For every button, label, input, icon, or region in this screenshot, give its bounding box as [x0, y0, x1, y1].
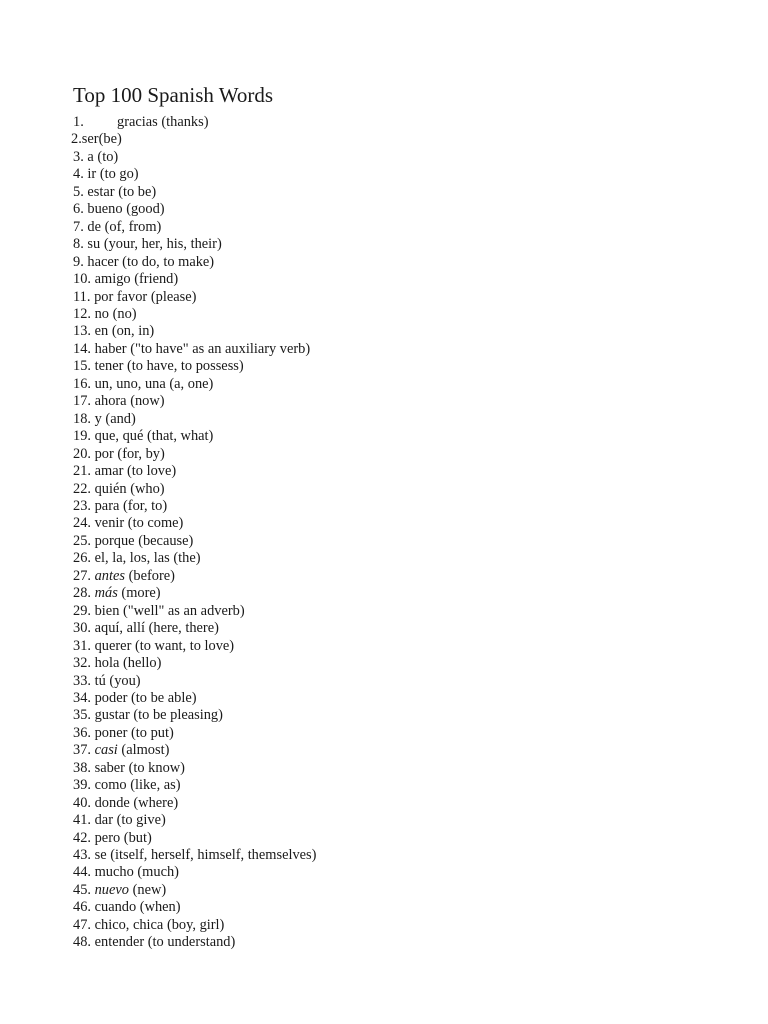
english-gloss: (to be) [118, 183, 157, 200]
spanish-word: a [87, 148, 94, 165]
english-gloss: (where) [133, 794, 179, 811]
spanish-word: poner [94, 724, 128, 741]
item-number: 17. [73, 393, 91, 410]
list-item [73, 271, 713, 288]
item-number: 25. [73, 532, 91, 549]
spanish-word: haber [94, 340, 127, 357]
list-item [73, 219, 713, 236]
english-gloss: (thanks) [161, 114, 209, 130]
spanish-word: gracias [117, 114, 158, 130]
spanish-word: en [94, 323, 109, 340]
spanish-word: más [94, 585, 118, 602]
english-gloss: (here, there) [148, 620, 219, 637]
item-number: 12. [73, 305, 91, 322]
item-number: 47. [73, 916, 91, 933]
spanish-word: para [94, 497, 120, 514]
english-gloss: (you) [109, 672, 141, 689]
item-number: 7. [73, 218, 84, 235]
spanish-word: porque [94, 532, 135, 549]
item-number: 48. [73, 934, 91, 951]
list-item [73, 446, 713, 463]
spanish-word: por [94, 445, 114, 462]
list-item [73, 184, 713, 201]
spanish-word: estar [87, 183, 115, 200]
list-item [73, 777, 713, 794]
item-number: 14. [73, 340, 91, 357]
document-page [73, 82, 713, 952]
list-item [73, 201, 713, 218]
spanish-word: chico, chica [94, 916, 164, 933]
item-number: 11. [73, 288, 91, 305]
english-gloss: (to know) [128, 759, 185, 776]
english-gloss: (for, to) [122, 497, 168, 514]
spanish-word: hacer [87, 253, 119, 270]
spanish-word: poder [94, 689, 128, 706]
item-number: 44. [73, 864, 91, 881]
list-item [73, 638, 713, 655]
list-item [73, 481, 713, 498]
list-item [73, 533, 713, 550]
spanish-word: de [87, 218, 101, 235]
item-number: 43. [73, 847, 91, 864]
item-number: 27. [73, 567, 91, 584]
list-item [73, 812, 713, 829]
item-number: 20. [73, 445, 91, 462]
list-item [73, 306, 713, 323]
item-number: 37. [73, 742, 91, 759]
item-number: 22. [73, 480, 91, 497]
spanish-word: amigo [94, 271, 131, 288]
english-gloss: (no) [112, 305, 137, 322]
spanish-word: entender [94, 934, 145, 951]
list-item [73, 236, 713, 253]
list-item [71, 131, 713, 148]
item-number: 3. [73, 148, 84, 165]
list-item [73, 899, 713, 916]
list-item [73, 428, 713, 445]
list-item [73, 917, 713, 934]
spanish-word: se [94, 847, 107, 864]
list-item [73, 323, 713, 340]
spanish-word: amar [94, 463, 124, 480]
list-item [73, 603, 713, 620]
spanish-word: gustar [94, 707, 130, 724]
list-item [73, 830, 713, 847]
spanish-word: bien [94, 602, 120, 619]
list-item [73, 882, 713, 899]
item-number: 40. [73, 794, 91, 811]
list-item [73, 463, 713, 480]
english-gloss: (to come) [127, 515, 184, 532]
item-number: 39. [73, 777, 91, 794]
item-number: 29. [73, 602, 91, 619]
word-list [73, 114, 713, 952]
english-gloss: (who) [130, 480, 165, 497]
english-gloss: (more) [121, 585, 161, 602]
english-gloss: (to go) [99, 166, 139, 183]
list-item [73, 934, 713, 951]
list-item [73, 289, 713, 306]
spanish-word: hola [94, 655, 120, 672]
english-gloss: (for, by) [117, 445, 165, 462]
english-gloss: (to) [97, 148, 119, 165]
spanish-word: que, qué [94, 428, 144, 445]
item-number: 36. [73, 724, 91, 741]
spanish-word: dar [94, 812, 113, 829]
spanish-word: querer [94, 637, 132, 654]
list-item [73, 847, 713, 864]
item-number: 4. [73, 166, 84, 183]
list-item [73, 585, 713, 602]
item-number: 35. [73, 707, 91, 724]
english-gloss: (to love) [126, 463, 177, 480]
spanish-word: como [94, 777, 127, 794]
english-gloss: (a, one) [169, 375, 214, 392]
english-gloss: (to be able) [130, 689, 197, 706]
item-number: 18. [73, 410, 91, 427]
spanish-word: venir [94, 515, 125, 532]
list-item [73, 498, 713, 515]
english-gloss: (to do, to make) [122, 253, 215, 270]
list-item [73, 149, 713, 166]
list-item [73, 690, 713, 707]
list-item [73, 568, 713, 585]
english-gloss: (and) [105, 410, 136, 427]
english-gloss: (to put) [130, 724, 174, 741]
list-item [73, 166, 713, 183]
english-gloss: (hello) [123, 655, 162, 672]
spanish-word: nuevo [94, 881, 129, 898]
english-gloss: (itself, herself, himself, themselves) [110, 847, 317, 864]
list-item [73, 254, 713, 271]
item-number: 13. [73, 323, 91, 340]
list-item [73, 114, 713, 131]
english-gloss: (to give) [116, 812, 166, 829]
item-number: 26. [73, 550, 91, 567]
item-number: 34. [73, 689, 91, 706]
spanish-word: mucho [94, 864, 134, 881]
list-item [73, 620, 713, 637]
item-number: 21. [73, 463, 91, 480]
spanish-word: saber [94, 759, 125, 776]
list-item [73, 393, 713, 410]
item-number: 15. [73, 358, 91, 375]
list-item [73, 358, 713, 375]
spanish-word: por favor [94, 288, 148, 305]
english-gloss: (almost) [121, 742, 170, 759]
spanish-word: ahora [94, 393, 127, 410]
spanish-word: no [94, 305, 109, 322]
list-item [73, 673, 713, 690]
english-gloss: ("to have" as an auxiliary verb) [130, 340, 311, 357]
item-number: 1. [73, 114, 84, 130]
list-item [73, 655, 713, 672]
list-item [73, 515, 713, 532]
list-item [73, 725, 713, 742]
english-gloss: (your, her, his, their) [103, 236, 222, 253]
document-title: Top 100 Spanish Words [73, 83, 274, 107]
english-gloss: (good) [126, 201, 165, 218]
list-item [73, 742, 713, 759]
spanish-word: cuando [94, 899, 137, 916]
english-gloss: (friend) [134, 271, 179, 288]
spanish-word: bueno [87, 201, 123, 218]
item-number: 8. [73, 236, 84, 253]
english-gloss: (of, from) [104, 218, 162, 235]
item-number: 16. [73, 375, 91, 392]
english-gloss: (that, what) [146, 428, 214, 445]
spanish-word: pero [94, 829, 121, 846]
item-number: 28. [73, 585, 91, 602]
list-item [73, 864, 713, 881]
spanish-word: antes [94, 567, 125, 584]
item-number: 32. [73, 655, 91, 672]
item-number: 30. [73, 620, 91, 637]
item-number: 10. [73, 271, 91, 288]
item-number: 19. [73, 428, 91, 445]
item-number: 31. [73, 637, 91, 654]
list-item [73, 760, 713, 777]
spanish-word: ser [81, 131, 99, 148]
spanish-word: tener [94, 358, 124, 375]
english-gloss: (to want, to love) [134, 637, 235, 654]
spanish-word: casi [94, 742, 118, 759]
spanish-word: ir [87, 166, 97, 183]
item-number: 9. [73, 253, 84, 270]
spanish-word: el, la, los, las [94, 550, 170, 567]
item-number: 24. [73, 515, 91, 532]
item-number: 46. [73, 899, 91, 916]
item-number: 38. [73, 759, 91, 776]
list-item [73, 341, 713, 358]
english-gloss: (to understand) [147, 934, 236, 951]
list-item [73, 795, 713, 812]
item-number: 33. [73, 672, 91, 689]
english-gloss: (to be pleasing) [133, 707, 223, 724]
english-gloss: (like, as) [130, 777, 181, 794]
list-item [73, 376, 713, 393]
english-gloss: (the) [173, 550, 201, 567]
item-number: 42. [73, 829, 91, 846]
spanish-word: y [94, 410, 102, 427]
english-gloss: (much) [137, 864, 179, 881]
spanish-word: donde [94, 794, 130, 811]
spanish-word: aquí, allí [94, 620, 145, 637]
item-number: 2. [71, 131, 82, 148]
spanish-word: quién [94, 480, 127, 497]
english-gloss: (on, in) [111, 323, 155, 340]
english-gloss: (please) [150, 288, 197, 305]
english-gloss: (new) [132, 881, 167, 898]
english-gloss: (now) [130, 393, 165, 410]
item-number: 6. [73, 201, 84, 218]
spanish-word: un, uno, una [94, 375, 166, 392]
english-gloss: (before) [128, 567, 175, 584]
spanish-word: tú [94, 672, 106, 689]
list-item [73, 707, 713, 724]
item-number: 23. [73, 497, 91, 514]
item-number: 45. [73, 881, 91, 898]
english-gloss: (but) [123, 829, 152, 846]
english-gloss: (because) [138, 532, 194, 549]
item-number: 41. [73, 812, 91, 829]
list-item [73, 550, 713, 567]
english-gloss: (to have, to possess) [126, 358, 244, 375]
list-item [73, 411, 713, 428]
english-gloss: (when) [139, 899, 181, 916]
spanish-word: su [87, 236, 101, 253]
item-number: 5. [73, 183, 84, 200]
english-gloss: (be) [98, 131, 122, 148]
english-gloss: (boy, girl) [166, 916, 225, 933]
english-gloss: ("well" as an adverb) [123, 602, 245, 619]
